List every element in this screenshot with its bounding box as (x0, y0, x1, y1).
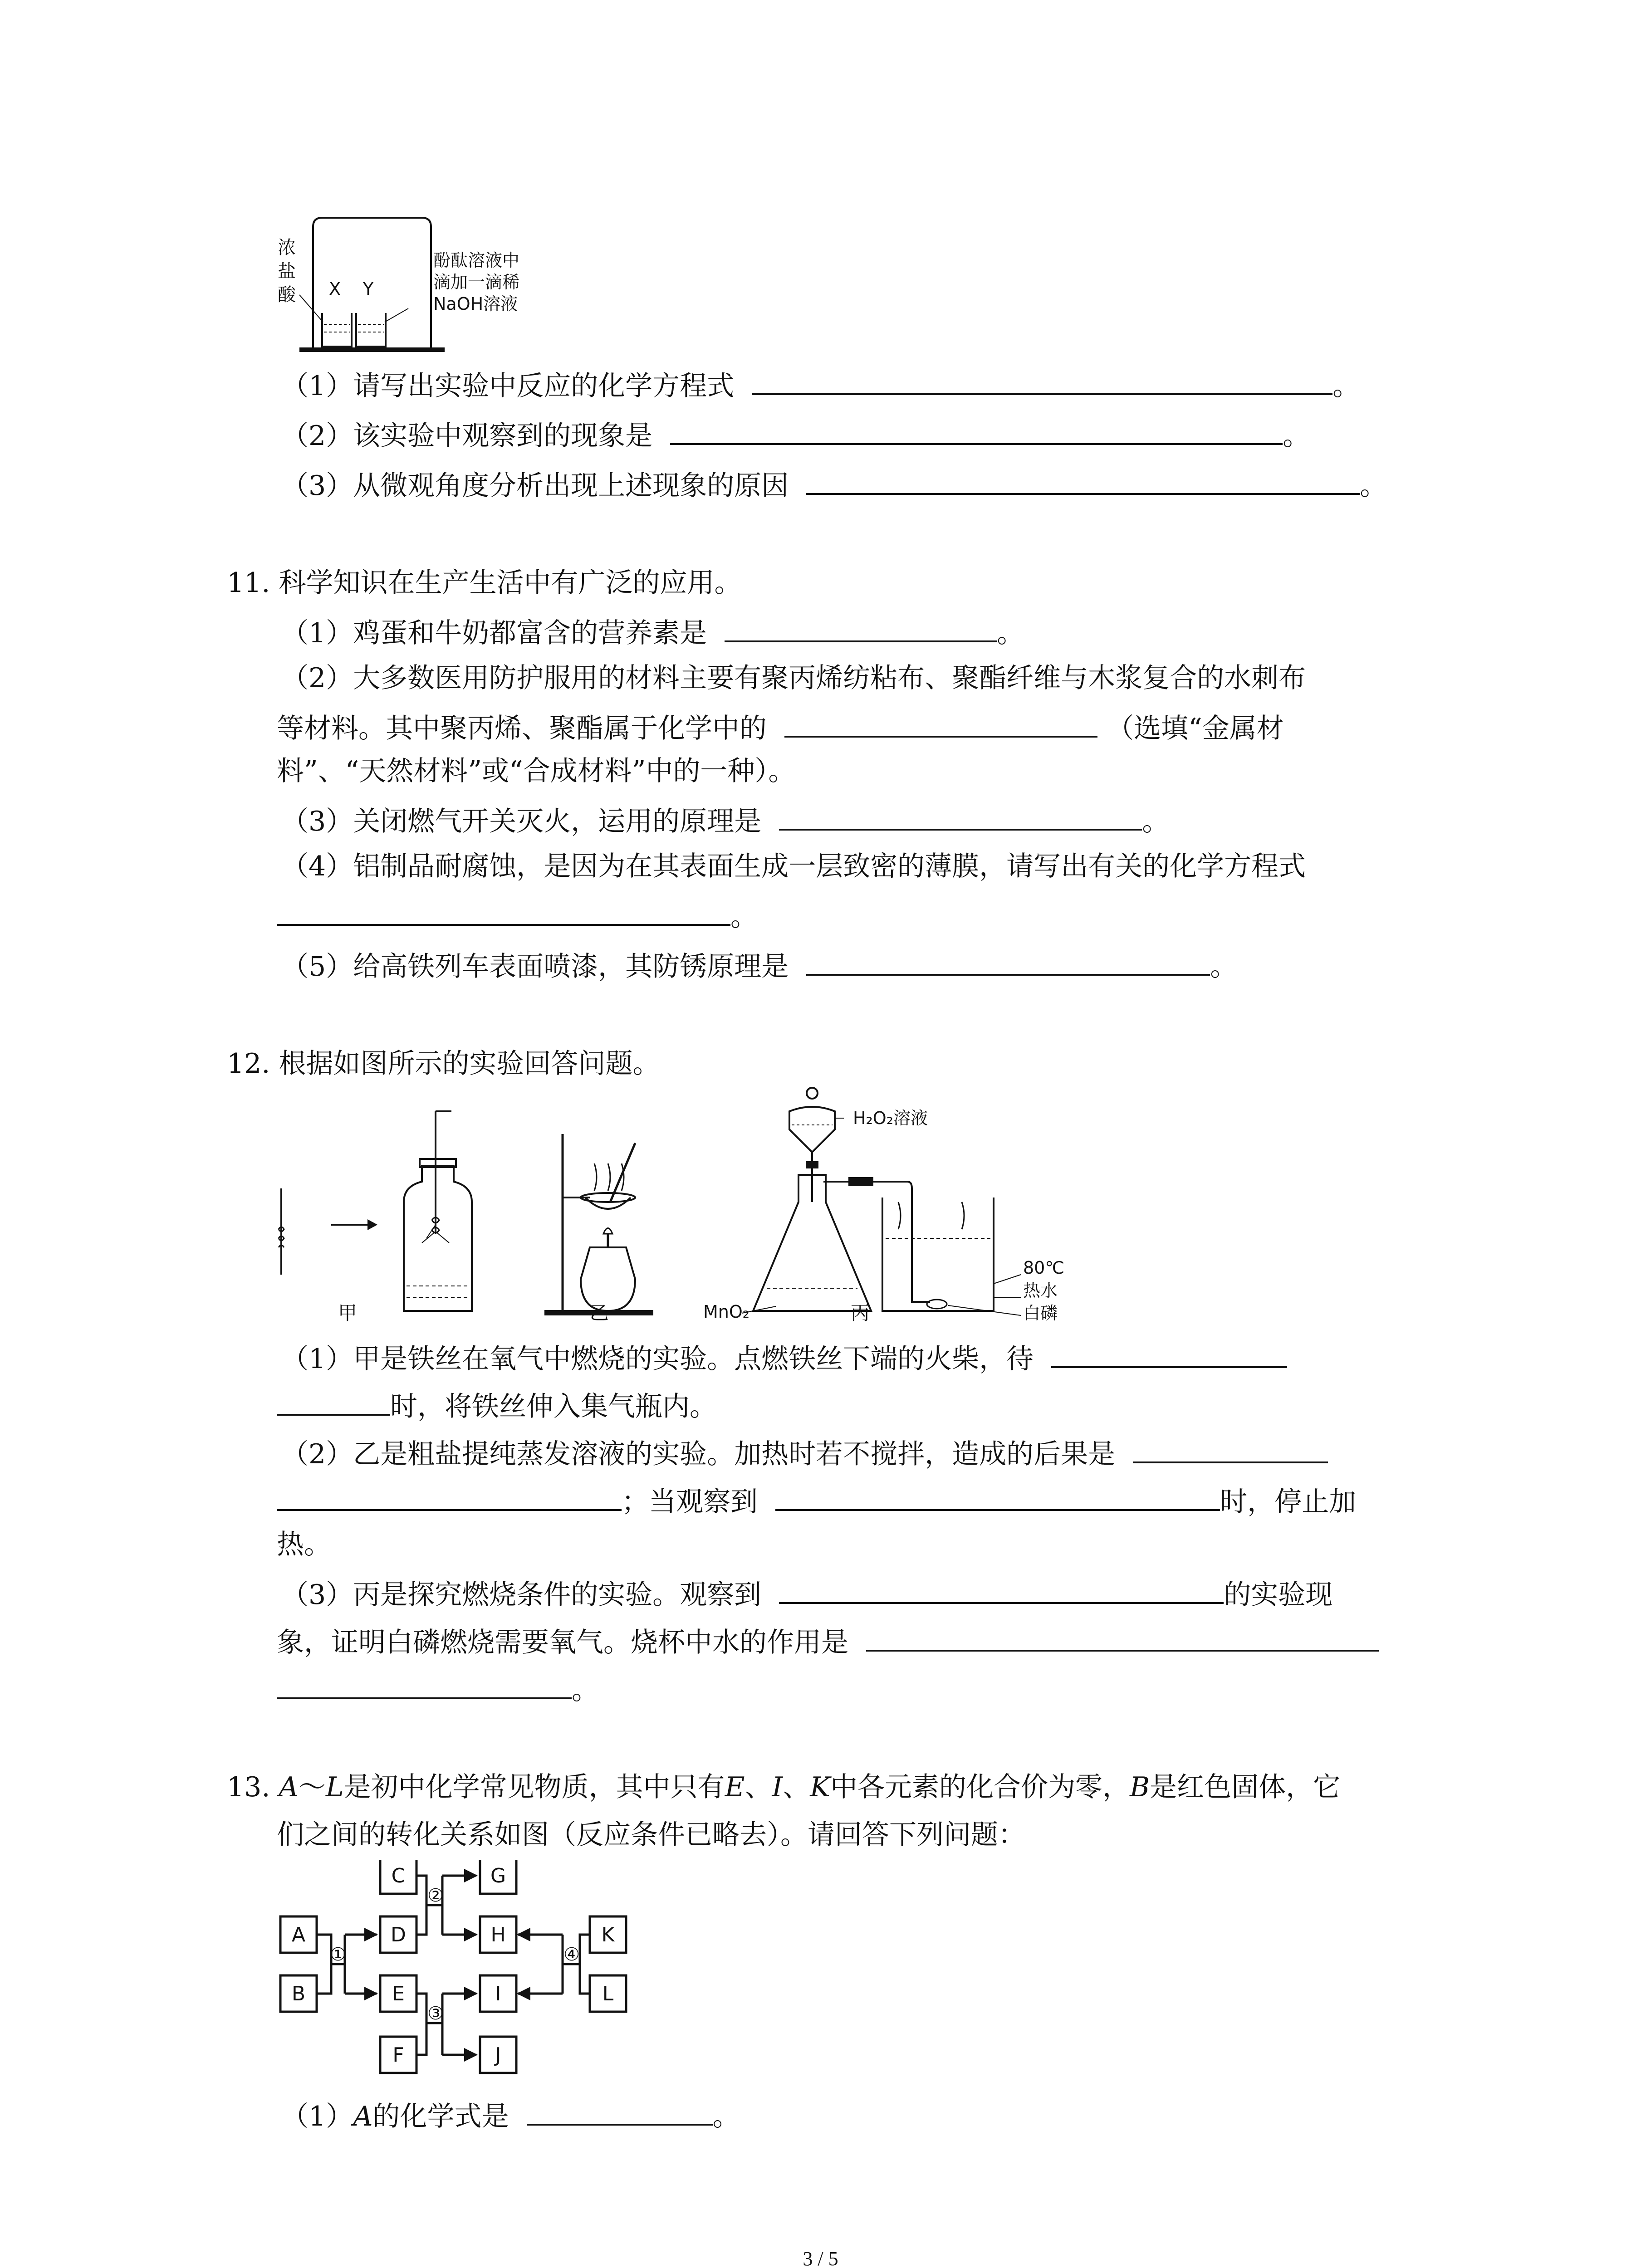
combustion-experiments-figure (272, 1084, 1225, 1338)
q12-sub2-answer-blank-3[interactable] (775, 1481, 1220, 1511)
box-g (480, 1860, 516, 1894)
q12-sub1-answer-blank[interactable] (1051, 1338, 1287, 1368)
svg-text:E: E (392, 1982, 405, 2005)
q11-stem: 11. 科学知识在生产生活中有广泛的应用。 (227, 567, 742, 599)
label-h2o2: H₂O₂溶液 (853, 1108, 928, 1128)
label-yi: 乙 (590, 1302, 609, 1324)
fig1-left-label: 浓 盐 酸 (278, 237, 296, 305)
svg-text:K: K (601, 1923, 615, 1946)
box-a (280, 1916, 317, 1953)
q12-stem: 12. 根据如图所示的实验回答问题。 (227, 1048, 660, 1080)
box-e (380, 1975, 416, 2012)
reaction-3-label: ③ (427, 2003, 444, 2024)
svg-text:H: H (490, 1923, 506, 1946)
q11-sub4-answer-blank[interactable] (277, 896, 730, 926)
q11-sub5: （5）给高铁列车表面喷漆，其防锈原理是 。 (281, 946, 1237, 985)
svg-text:I: I (495, 1982, 501, 2005)
q12-sub3-answer-blank[interactable] (779, 1574, 1224, 1604)
q12-sub2-line2: ；当观察到 时，停止加 (277, 1481, 1356, 1520)
q12-sub2-line3: 热。 (277, 1529, 331, 1560)
q12-sub3-answer-blank[interactable] (866, 1622, 1379, 1652)
q12-sub1-line2: 时，将铁丝伸入集气瓶内。 (277, 1386, 717, 1425)
q11-sub2-answer-blank[interactable] (784, 708, 1097, 738)
label-hot-water: 热水 (1023, 1281, 1058, 1300)
q12-sub3-answer-blank-2[interactable] (277, 1669, 572, 1699)
q11-sub1: （1）鸡蛋和牛奶都富含的营养素是 。 (281, 612, 1024, 651)
box-i (480, 1975, 516, 2012)
label-bing: 丙 (851, 1302, 870, 1324)
q11-sub2-line2: 等材料。其中聚丙烯、聚酯属于化学中的 （选填“金属材 (277, 708, 1284, 747)
q12-sub2: （2）乙是粗盐提纯蒸发溶液的实验。加热时若不搅拌，造成的后果是 (281, 1433, 1328, 1472)
q12-sub3-line3: 。 (277, 1669, 599, 1708)
q12-sub1: （1）甲是铁丝在氧气中燃烧的实验。点燃铁丝下端的火柴，待 (281, 1338, 1287, 1377)
box-j (480, 2037, 516, 2073)
q12-sub2-answer-blank[interactable] (1133, 1433, 1328, 1463)
label-white-phosphorus: 白磷 (1023, 1303, 1058, 1323)
svg-text:J: J (495, 2043, 501, 2067)
q11-sub3: （3）关闭燃气开关灭火，运用的原理是 。 (281, 801, 1169, 840)
q12-sub3-line2: 象，证明白磷燃烧需要氧气。烧杯中水的作用是 (277, 1622, 1379, 1661)
svg-text:F: F (392, 2043, 404, 2067)
box-h (480, 1916, 516, 1953)
svg-text:C: C (391, 1864, 406, 1887)
q11-sub1-answer-blank[interactable] (725, 612, 997, 642)
svg-text:A: A (291, 1923, 306, 1946)
q11-sub4: （4）铝制品耐腐蚀，是因为在其表面生成一层致密的薄膜，请写出有关的化学方程式 (281, 850, 1306, 882)
reaction-4-label: ④ (563, 1944, 580, 1965)
q12-sub2-answer-blank-2[interactable] (277, 1481, 622, 1511)
conversion-relation-diagram (277, 1860, 640, 2087)
box-l (590, 1975, 626, 2012)
q10-sub2-answer-blank[interactable] (670, 415, 1283, 445)
beaker-y-label: Y (363, 279, 374, 299)
q13-stem-line2: 们之间的转化关系如图（反应条件已略去）。请回答下列问题： (277, 1819, 1025, 1851)
q13-sub1-answer-blank[interactable] (527, 2096, 713, 2126)
beaker-x-label: X (329, 279, 341, 299)
reaction-2-label: ② (427, 1885, 444, 1906)
fig1-right-label: 酚酞溶液中 滴加一滴稀 NaOH溶液 (433, 250, 520, 314)
page-number: 3 / 5 (803, 2248, 838, 2268)
svg-text:L: L (602, 1982, 614, 2005)
label-mno2: MnO₂ (703, 1302, 750, 1322)
q12-sub1-answer-blank-2[interactable] (277, 1386, 390, 1416)
q13-sub1: （1）A的化学式是 。 (281, 2096, 740, 2135)
q11-sub2-line3: 料”、“天然材料”或“合成材料”中的一种）。 (277, 755, 796, 787)
q10-sub1-answer-blank[interactable] (752, 365, 1332, 395)
svg-text:B: B (291, 1982, 306, 2005)
svg-text:D: D (391, 1923, 406, 1946)
q10-sub3-answer-blank[interactable] (806, 465, 1360, 495)
box-b (280, 1975, 317, 2012)
svg-text:G: G (490, 1864, 506, 1887)
label-80c: 80℃ (1023, 1258, 1065, 1278)
label-jia: 甲 (338, 1302, 358, 1324)
q11-sub5-answer-blank[interactable] (806, 946, 1210, 976)
q10-sub3: （3）从微观角度分析出现上述现象的原因 。 (281, 465, 1387, 504)
box-k (590, 1916, 626, 1953)
q11-sub3-answer-blank[interactable] (779, 801, 1142, 831)
box-d (380, 1916, 416, 1953)
box-f (380, 2037, 416, 2073)
q11-sub2-line1: （2）大多数医用防护服用的材料主要有聚丙烯纺粘布、聚酯纤维与木浆复合的水刺布 (281, 662, 1306, 694)
reaction-1-label: ① (330, 1944, 346, 1965)
q10-sub2: （2）该实验中观察到的现象是 。 (281, 415, 1310, 454)
box-c (380, 1860, 416, 1894)
q11-sub4-line2: 。 (277, 896, 758, 935)
q13-stem-line1: 13. A～L是初中化学常见物质，其中只有E、I、K中各元素的化合价为零，B是红色固体，它 (227, 1771, 1341, 1803)
q12-sub3: （3）丙是探究燃烧条件的实验。观察到 的实验现 (281, 1574, 1332, 1613)
q10-sub1: （1）请写出实验中反应的化学方程式 。 (281, 365, 1360, 404)
